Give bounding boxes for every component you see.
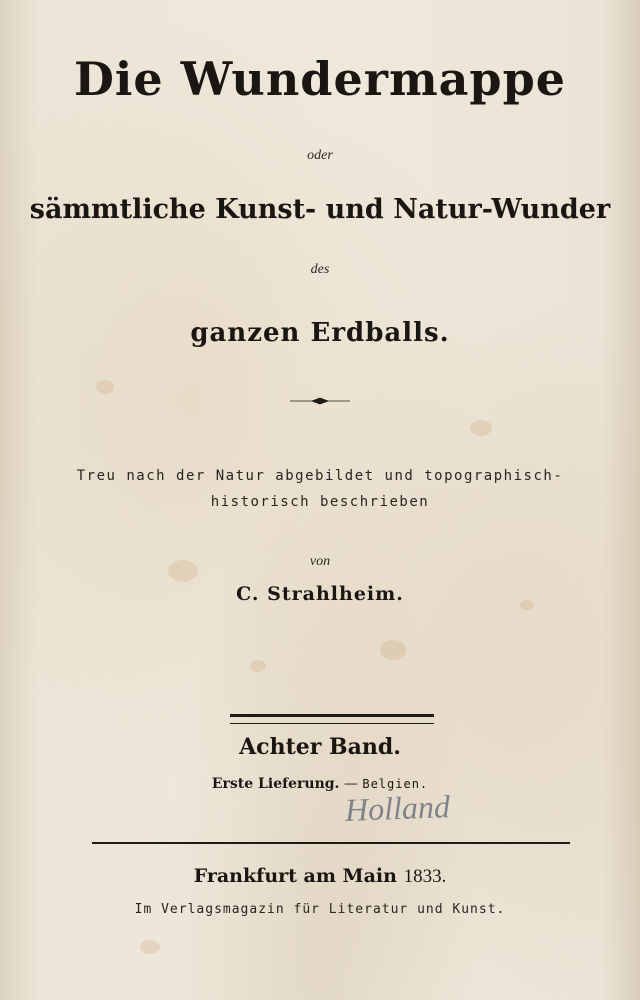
connector-oder: oder — [307, 148, 333, 163]
volume-label: Achter Band. — [239, 734, 401, 760]
foxing-stain — [470, 420, 492, 436]
imprint-line — [0, 865, 640, 888]
description-line-1: Treu nach der Natur abgebildet und topographisch- — [76, 468, 564, 484]
author-name: C. Strahlheim. — [236, 583, 404, 605]
book-title: Die Wundermappe — [73, 52, 567, 106]
publication-year: 1833. — [403, 866, 447, 887]
part-number: Erste Lieferung. — [211, 776, 340, 792]
double-rule-divider — [230, 714, 434, 724]
foxing-stain — [250, 660, 266, 672]
subtitle-second-line: ganzen Erdballs. — [190, 318, 450, 348]
publisher-line: Im Verlagsmagazin für Literatur und Kunst. — [134, 902, 506, 917]
subtitle: sämmtliche Kunst- und Natur-Wunder — [29, 194, 611, 225]
publication-city: Frankfurt am Main — [193, 865, 397, 887]
foxing-stain — [140, 940, 160, 954]
part-dash: — — [343, 776, 358, 792]
ornament-divider-icon — [290, 396, 350, 406]
foxing-stain — [380, 640, 406, 660]
foxing-stain — [96, 380, 114, 394]
connector-von: von — [309, 554, 331, 569]
part-country: Belgien. — [362, 777, 429, 791]
part-label — [0, 776, 640, 792]
connector-des: des — [310, 262, 330, 277]
description-line-2: historisch beschrieben — [210, 494, 430, 510]
handwritten-annotation: Holland — [344, 788, 451, 828]
horizontal-rule — [92, 842, 570, 844]
